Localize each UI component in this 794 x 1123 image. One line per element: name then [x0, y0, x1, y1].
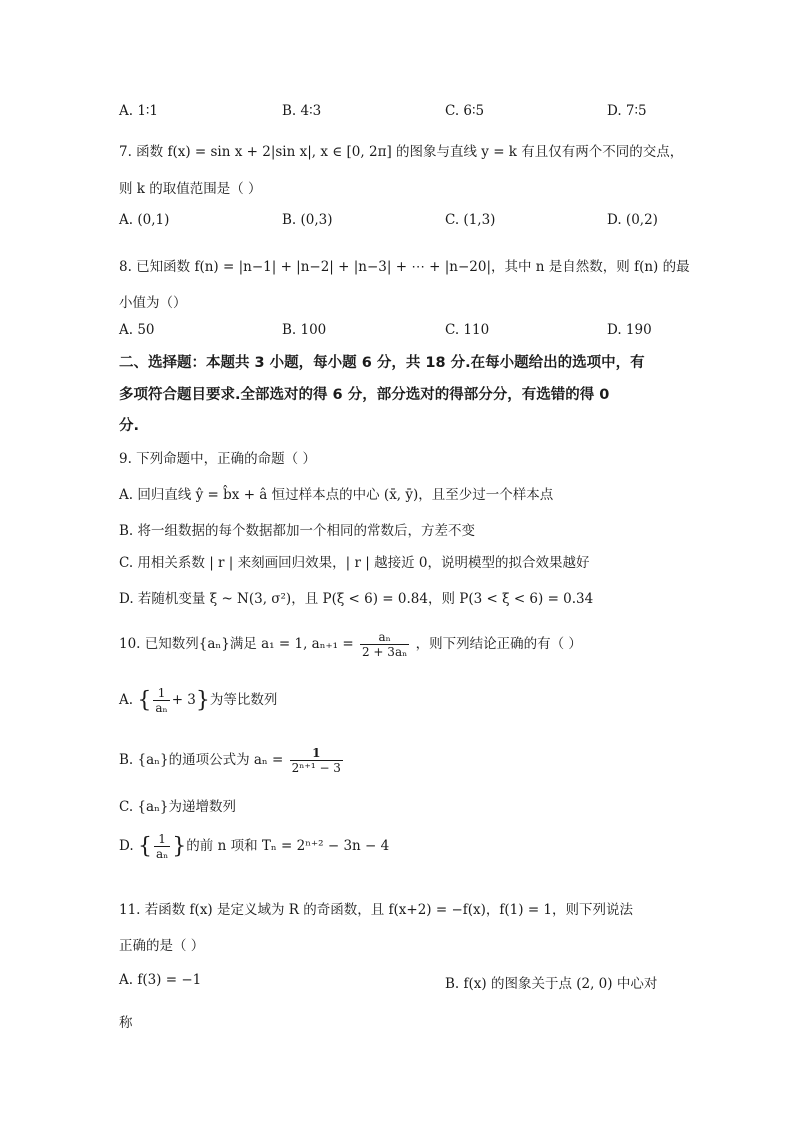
section2-heading-line1: 二、选择题：本题共 3 小题，每小题 6 分，共 18 分.在每小题给出的选项中，有: [119, 355, 645, 371]
q10-option-b-fraction: [290, 746, 343, 775]
q7-option-b: B. (0,3): [282, 212, 333, 228]
q11-option-b-continuation: 称: [119, 1015, 133, 1031]
q10-option-b-pre: B. {aₙ}的通项公式为 aₙ =: [119, 752, 284, 768]
q10-stem: [119, 630, 582, 659]
q10-stem-post: ，则下列结论正确的有（ ）: [415, 636, 582, 652]
q10-option-a-denominator: aₙ: [155, 701, 168, 715]
q9-option-b: B. 将一组数据的每个数据都加一个相同的常数后，方差不变: [119, 523, 476, 539]
q10-option-a-post: + 3: [171, 692, 196, 708]
q6-option-b: B. 4∶3: [282, 103, 322, 119]
q10-option-a-fraction: [153, 686, 169, 715]
section2-heading-line2: 多项符合题目要求.全部选对的得 6 分，部分选对的得部分分，有选错的得 0: [119, 387, 610, 403]
q8-option-c: C. 110: [445, 322, 490, 338]
q10-stem-fraction: [360, 630, 409, 659]
q10-option-d-numerator: 1: [154, 832, 170, 847]
q10-option-c: C. {aₙ}为递增数列: [119, 799, 236, 815]
q10-option-a-numerator: 1: [153, 686, 169, 701]
q10-option-a-label: A.: [119, 692, 134, 708]
q6-option-a: A. 1∶1: [119, 103, 159, 119]
q6-option-c: C. 6∶5: [445, 103, 485, 119]
q10-option-d-right-brace: }: [172, 834, 187, 859]
q10-option-d-label: D.: [119, 838, 134, 854]
q9-stem: 9. 下列命题中，正确的命题（ ）: [119, 451, 316, 467]
q10-option-a-right-brace: }: [195, 688, 210, 713]
q6-option-d: D. 7∶5: [607, 103, 647, 119]
q10-option-b: [119, 746, 345, 775]
q10-option-b-denominator: 2ⁿ⁺¹ − 3: [291, 761, 341, 775]
q8-stem-line2: 小值为（）: [119, 295, 187, 311]
q10-option-a-text: 为等比数列: [209, 692, 278, 708]
q10-option-d-left-brace: {: [137, 834, 152, 859]
q8-option-b: B. 100: [282, 322, 327, 338]
q8-stem-line1: 8. 已知函数 f(n) = |n−1| + |n−2| + |n−3| + ⋯ + |n−20|，其中 n 是自然数，则 f(n) 的最: [119, 259, 690, 275]
q10-option-d-denominator: aₙ: [155, 847, 169, 861]
q11-stem-line2: 正确的是（ ）: [119, 938, 205, 954]
q9-option-d: D. 若随机变量 ξ ~ N(3, σ²)，且 P(ξ < 6) = 0.84，则 P(3 < ξ < 6) = 0.34: [119, 591, 594, 607]
q10-option-d-text: 的前 n 项和 Tₙ = 2ⁿ⁺² − 3n − 4: [186, 838, 390, 854]
q10-option-a: [119, 686, 277, 715]
q7-option-d: D. (0,2): [607, 212, 658, 228]
q7-option-a: A. (0,1): [119, 212, 170, 228]
q8-option-d: D. 190: [607, 322, 652, 338]
q11-option-b: B. f(x) 的图象关于点 (2, 0) 中心对: [445, 976, 658, 992]
q10-fraction-numerator: aₙ: [360, 630, 409, 645]
q7-stem-line1: 7. 函数 f(x) = sin x + 2|sin x|, x ∈ [0, 2π] 的图象与直线 y = k 有且仅有两个不同的交点，: [119, 144, 684, 160]
q10-option-d-fraction: [154, 832, 170, 861]
q7-option-c: C. (1,3): [445, 212, 496, 228]
q10-stem-pre: 10. 已知数列{aₙ}满足 a₁ = 1, aₙ₊₁ =: [119, 636, 354, 652]
q10-option-d: [119, 832, 389, 861]
q9-option-c: C. 用相关系数 | r | 来刻画回归效果，| r | 越接近 0，说明模型的拟合效果越好: [119, 555, 590, 571]
q7-stem-line2: 则 k 的取值范围是（ ）: [119, 181, 262, 197]
q11-option-a: A. f(3) = −1: [119, 972, 202, 988]
q10-option-b-numerator: 1: [290, 746, 343, 761]
q8-option-a: A. 50: [119, 322, 155, 338]
q11-stem-line1: 11. 若函数 f(x) 是定义域为 R 的奇函数，且 f(x+2) = −f(x)，f(1) = 1，则下列说法: [119, 902, 634, 918]
q10-option-a-left-brace: {: [137, 688, 152, 713]
q10-fraction-denominator: 2 + 3aₙ: [361, 645, 408, 659]
section2-heading-line3: 分.: [119, 418, 140, 434]
q9-option-a: A. 回归直线 ŷ = b̂x + â 恒过样本点的中心 (x̄, ȳ)，且至少过一个样本点: [119, 487, 554, 503]
